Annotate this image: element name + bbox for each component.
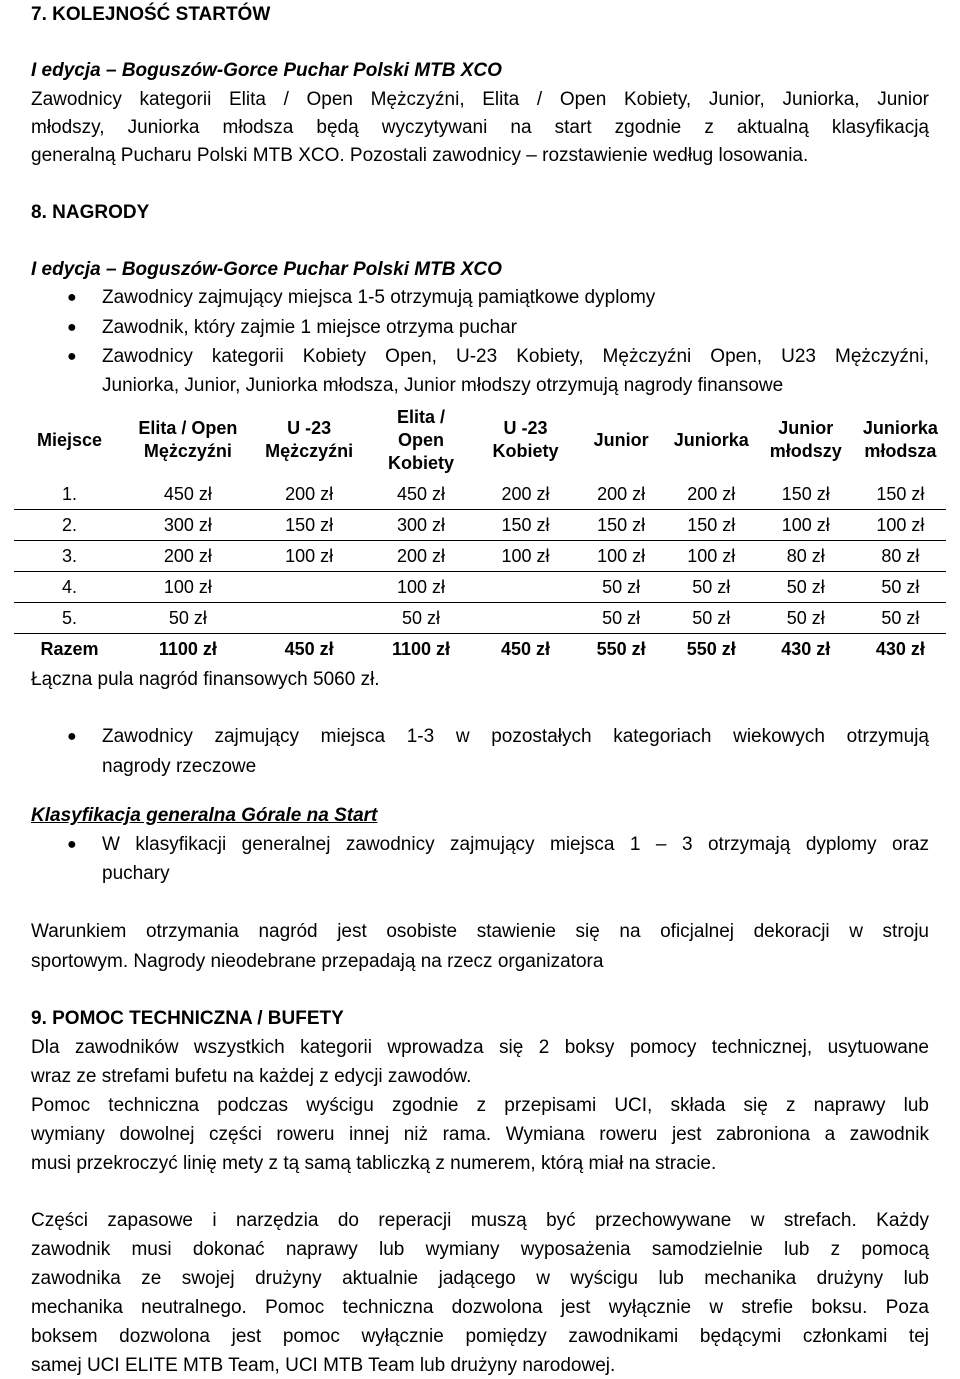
table-cell: 450 zł bbox=[368, 479, 475, 510]
table-cell: 1100 zł bbox=[391, 638, 450, 659]
section-9-line: wraz ze strefami bufetu na każdej z edycji zawodów. bbox=[31, 1066, 472, 1087]
klasyfikacja-bullet: W klasyfikacji generalnej zawodnicy zajmujący miejsca 1 – 3 otrzymają dyplomy oraz bbox=[102, 834, 929, 855]
table-cell: 150 zł bbox=[474, 510, 576, 541]
table-row bbox=[14, 510, 946, 541]
conditions-line: Warunkiem otrzymania nagród jest osobiste stawienie się na oficjalnej dekoracji w stroju bbox=[31, 921, 929, 942]
table-cell: 50 zł bbox=[577, 572, 666, 603]
table-cell: 80 zł bbox=[757, 541, 855, 572]
table-cell bbox=[251, 603, 368, 634]
bullet-icon: ● bbox=[67, 728, 77, 745]
table-header-row bbox=[14, 401, 946, 479]
column-header: Junior bbox=[593, 429, 649, 450]
table-cell: 4. bbox=[14, 572, 125, 603]
table-cell: 550 zł bbox=[686, 638, 736, 659]
section-8-edition: I edycja – Boguszów-Gorce Puchar Polski MTB XCO bbox=[31, 259, 502, 280]
prize-table bbox=[14, 401, 946, 664]
table-cell: 100 zł bbox=[666, 541, 757, 572]
table-cell: 3. bbox=[14, 541, 125, 572]
table-cell: 100 zł bbox=[757, 510, 855, 541]
section-7-line: generalną Pucharu Polski MTB XCO. Pozostali zawodnicy – rozstawienie według losowania. bbox=[31, 145, 809, 166]
section-7-edition: I edycja – Boguszów-Gorce Puchar Polski MTB XCO bbox=[31, 60, 502, 81]
section-9-line: mechanika neutralnego. Pomoc techniczna dozwolona jest wyłącznie w strefie boksu. Poza bbox=[31, 1297, 929, 1318]
conditions-line: sportowym. Nagrody nieodebrane przepadają na rzecz organizatora bbox=[31, 951, 604, 972]
table-cell: 50 zł bbox=[577, 603, 666, 634]
klasyfikacja-bullet-continuation: puchary bbox=[102, 863, 170, 884]
column-header: Junior młodszy bbox=[769, 418, 842, 461]
prize-bullet: Zawodnicy kategorii Kobiety Open, U-23 Kobiety, Mężczyźni Open, U23 Mężczyźni, bbox=[102, 346, 929, 367]
table-cell: 300 zł bbox=[368, 510, 475, 541]
bullet-icon: ● bbox=[67, 289, 77, 306]
section-9-heading: 9. POMOC TECHNICZNA / BUFETY bbox=[31, 1008, 344, 1029]
table-cell: 2. bbox=[14, 510, 125, 541]
section-9-line: boksem dozwolona jest pomoc wyłącznie pomiędzy zawodnikami będącymi członkami tej bbox=[31, 1326, 929, 1347]
section-9-line: samej UCI ELITE MTB Team, UCI MTB Team lub drużyny narodowej. bbox=[31, 1355, 616, 1376]
table-cell: 200 zł bbox=[474, 479, 576, 510]
table-cell: 80 zł bbox=[855, 541, 946, 572]
table-cell: 1. bbox=[14, 479, 125, 510]
table-cell: 100 zł bbox=[577, 541, 666, 572]
section-9-line: Części zapasowe i narzędzia do reperacji muszą być przechowywane w strefach. Każdy bbox=[31, 1210, 929, 1231]
column-header: Miejsce bbox=[36, 429, 102, 450]
table-cell: 50 zł bbox=[855, 603, 946, 634]
table-cell: 430 zł bbox=[875, 638, 925, 659]
column-header: Elita / Open Mężczyźni bbox=[138, 418, 238, 461]
table-cell: 200 zł bbox=[666, 479, 757, 510]
table-row bbox=[14, 479, 946, 510]
table-cell: 200 zł bbox=[251, 479, 368, 510]
table-cell: 150 zł bbox=[666, 510, 757, 541]
section-9-line: Dla zawodników wszystkich kategorii wprowadza się 2 boksy pomocy technicznej, usytuowane bbox=[31, 1037, 929, 1058]
column-header: U -23 Kobiety bbox=[492, 418, 559, 461]
table-cell: 450 zł bbox=[500, 638, 550, 659]
column-header: Elita / Open Kobiety bbox=[387, 406, 454, 473]
table-cell: 300 zł bbox=[125, 510, 251, 541]
table-row bbox=[14, 572, 946, 603]
table-cell: 150 zł bbox=[577, 510, 666, 541]
table-cell: 50 zł bbox=[757, 572, 855, 603]
table-cell: 450 zł bbox=[284, 638, 334, 659]
prize-bullet-continuation: Juniorka, Junior, Juniorka młodsza, Junior młodszy otrzymują nagrody finansowe bbox=[102, 375, 784, 396]
table-cell: 50 zł bbox=[757, 603, 855, 634]
column-header: Juniorka młodsza bbox=[862, 418, 938, 461]
section-9-line: Pomoc techniczna podczas wyścigu zgodnie z przepisami UCI, składa się z naprawy lub bbox=[31, 1095, 929, 1116]
table-cell: 450 zł bbox=[125, 479, 251, 510]
table-cell: 150 zł bbox=[757, 479, 855, 510]
table-cell: 150 zł bbox=[251, 510, 368, 541]
table-row bbox=[14, 541, 946, 572]
column-header: Juniorka bbox=[673, 429, 749, 450]
table-cell: 50 zł bbox=[666, 572, 757, 603]
section-8-heading: 8. NAGRODY bbox=[31, 202, 150, 223]
table-cell: 50 zł bbox=[855, 572, 946, 603]
bullet-icon: ● bbox=[67, 348, 77, 365]
section-9-line: zawodnika ze swojej drużyny aktualnie jadącego w wyścigu lub mechanika drużyny lub bbox=[31, 1268, 929, 1289]
table-cell: 1100 zł bbox=[158, 638, 217, 659]
table-cell bbox=[251, 572, 368, 603]
section-7-heading: 7. KOLEJNOŚĆ STARTÓW bbox=[31, 4, 271, 25]
table-cell bbox=[474, 572, 576, 603]
table-cell: 50 zł bbox=[125, 603, 251, 634]
section-7-line: Zawodnicy kategorii Elita / Open Mężczyźni, Elita / Open Kobiety, Junior, Juniorka, Junior bbox=[31, 89, 929, 110]
other-prizes-bullet-continuation: nagrody rzeczowe bbox=[102, 756, 257, 777]
table-cell: 200 zł bbox=[125, 541, 251, 572]
table-cell: 100 zł bbox=[474, 541, 576, 572]
table-cell: 200 zł bbox=[368, 541, 475, 572]
table-cell: Razem bbox=[40, 638, 99, 659]
section-9-line: zawodnik musi dokonać naprawy lub wymiany wyposażenia samodzielnie lub z pomocą bbox=[31, 1239, 929, 1260]
table-cell: 100 zł bbox=[125, 572, 251, 603]
table-cell: 100 zł bbox=[251, 541, 368, 572]
prize-pool-text: Łączna pula nagród finansowych 5060 zł. bbox=[31, 669, 380, 690]
section-7-line: młodszy, Juniorka młodsza będą wyczytywani na start zgodnie z aktualną klasyfikacją bbox=[31, 117, 929, 138]
table-cell: 200 zł bbox=[577, 479, 666, 510]
prize-bullet: Zawodnicy zajmujący miejsca 1-5 otrzymują pamiątkowe dyplomy bbox=[102, 287, 656, 308]
column-header: U -23 Mężczyźni bbox=[265, 418, 354, 461]
table-total-row bbox=[14, 634, 946, 665]
prize-bullet: Zawodnik, który zajmie 1 miejsce otrzyma puchar bbox=[102, 317, 517, 338]
table-cell: 100 zł bbox=[855, 510, 946, 541]
table-cell: 430 zł bbox=[781, 638, 831, 659]
klasyfikacja-heading: Klasyfikacja generalna Górale na Start bbox=[31, 805, 378, 826]
table-cell: 50 zł bbox=[368, 603, 475, 634]
section-9-line: musi przekroczyć linię mety z tą samą tabliczką z numerem, którą miał na stracie. bbox=[31, 1153, 717, 1174]
table-cell: 5. bbox=[14, 603, 125, 634]
table-cell: 50 zł bbox=[666, 603, 757, 634]
table-cell: 100 zł bbox=[368, 572, 475, 603]
other-prizes-bullet: Zawodnicy zajmujący miejsca 1-3 w pozostałych kategoriach wiekowych otrzymują bbox=[102, 726, 929, 747]
section-9-line: wymiany dowolnej części roweru innej niż rama. Wymiana roweru jest zabroniona a zawodnik bbox=[31, 1124, 929, 1145]
table-cell bbox=[474, 603, 576, 634]
table-row bbox=[14, 603, 946, 634]
table-cell: 550 zł bbox=[596, 638, 646, 659]
bullet-icon: ● bbox=[67, 319, 77, 336]
bullet-icon: ● bbox=[67, 836, 77, 853]
table-cell: 150 zł bbox=[855, 479, 946, 510]
